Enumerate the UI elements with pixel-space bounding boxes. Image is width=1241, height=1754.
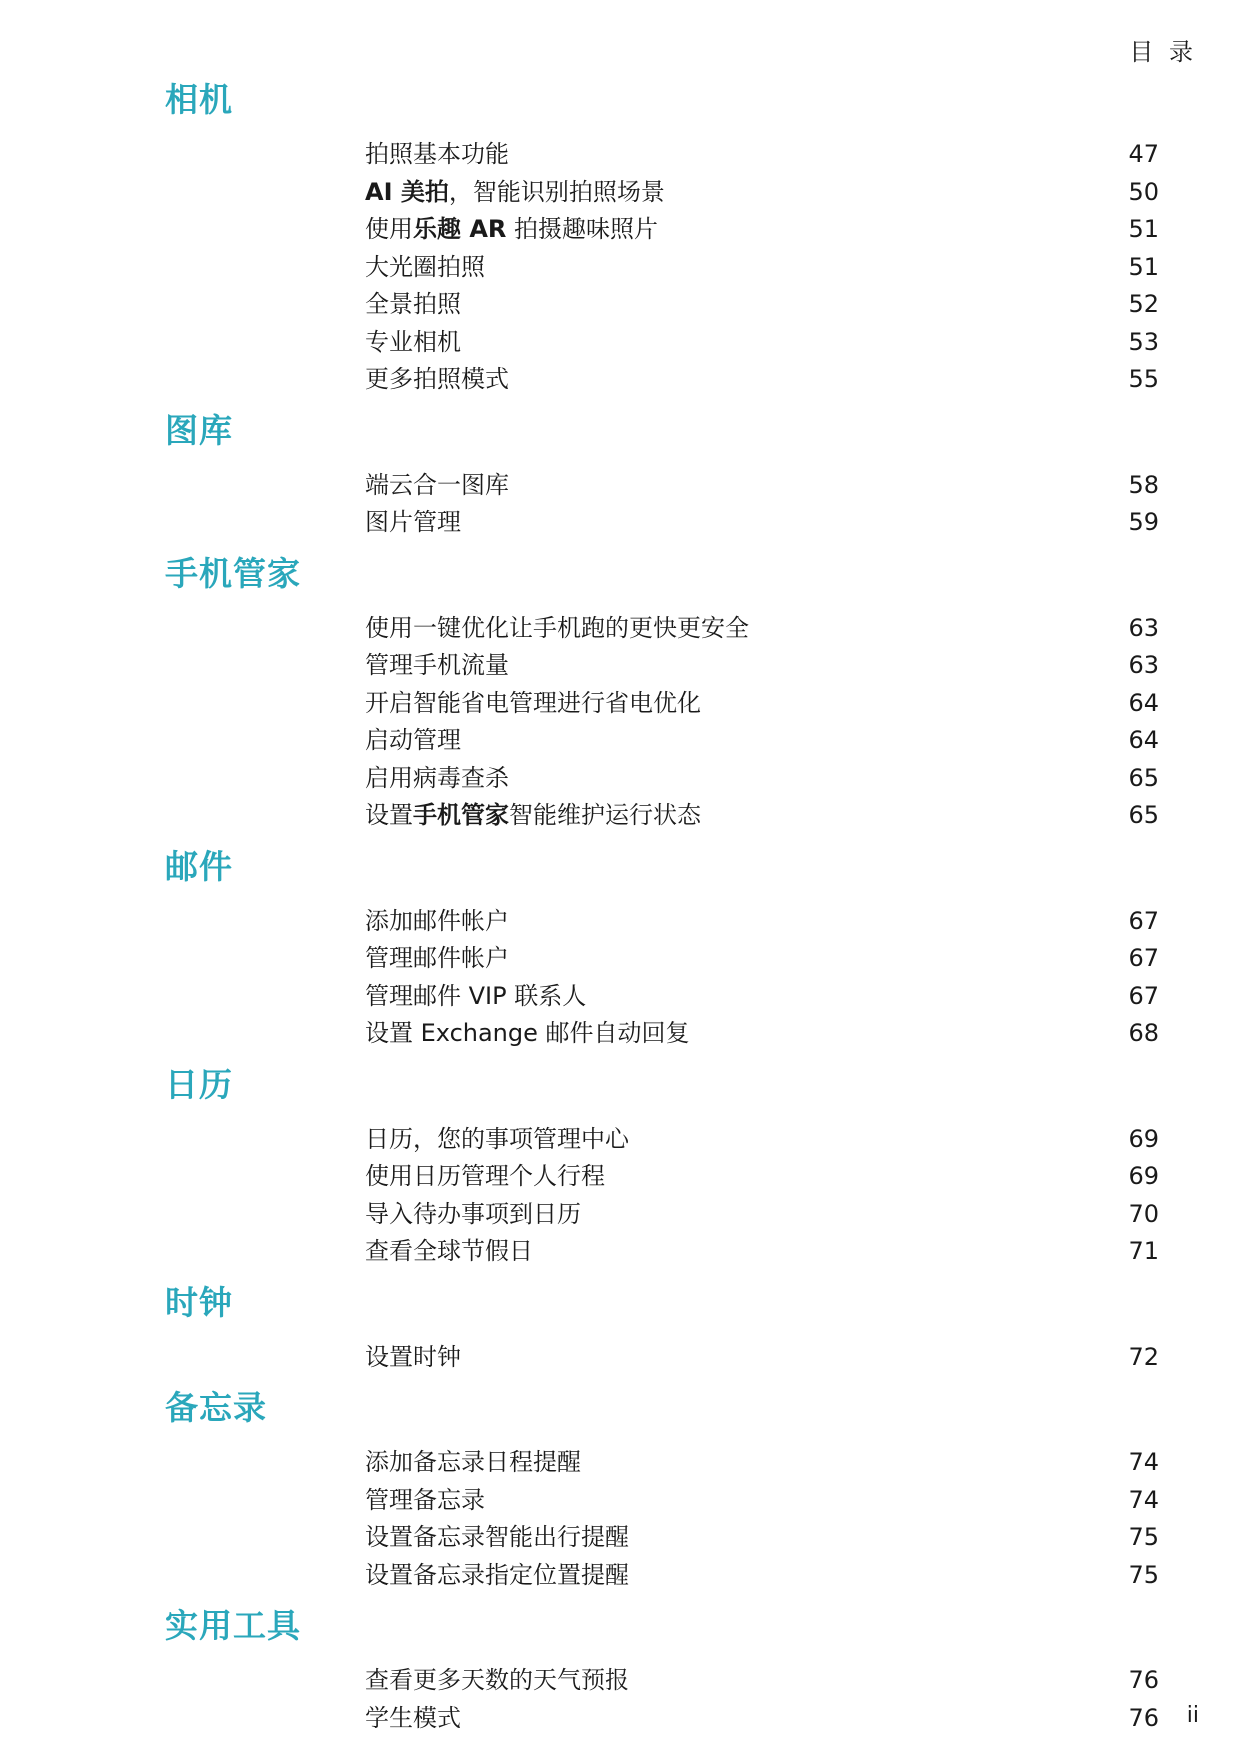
toc-entry[interactable] (0, 1158, 1241, 1196)
entry-title-part: 智能维护运行状态 (509, 801, 701, 829)
entry-page-number[interactable]: 74 (1128, 1448, 1159, 1476)
entry-title[interactable] (365, 504, 461, 542)
toc-entry[interactable] (0, 1700, 1241, 1738)
entry-page-number[interactable]: 65 (1128, 763, 1159, 792)
entry-title[interactable] (365, 1121, 629, 1159)
entry-list (0, 1335, 1241, 1377)
entry-title-part: 查看全球节假日 (365, 1237, 533, 1265)
entry-title-bold-part: 手机管家 (413, 801, 509, 829)
toc-entry[interactable] (0, 1662, 1241, 1700)
toc-entry[interactable] (0, 136, 1241, 174)
entry-title[interactable] (365, 249, 485, 287)
toc-entry[interactable] (0, 685, 1241, 723)
entry-list (0, 1440, 1241, 1594)
entry-page-number[interactable]: 67 (1128, 981, 1159, 1010)
entry-title-part: 图片管理 (365, 508, 461, 536)
entry-title[interactable] (365, 903, 509, 941)
entry-title[interactable] (365, 286, 461, 324)
entry-page-number[interactable]: 71 (1128, 1237, 1159, 1265)
entry-title-part: 添加备忘录日程提醒 (365, 1448, 581, 1476)
entry-title-part: 启动管理 (365, 726, 461, 754)
entry-page-number[interactable]: 50 (1128, 177, 1159, 206)
entry-title[interactable] (365, 467, 509, 505)
toc-section (0, 1376, 1241, 1594)
page-number: ii (1186, 1703, 1199, 1728)
toc-header: 目 录 (1129, 38, 1197, 66)
entry-title-part: 更多拍照模式 (365, 365, 509, 393)
entry-title-part: 使用日历管理个人行程 (365, 1162, 605, 1190)
entry-page-number[interactable]: 72 (1128, 1342, 1159, 1371)
entry-page-number[interactable]: 69 (1128, 1124, 1159, 1153)
entry-title[interactable] (365, 797, 701, 835)
toc-entry[interactable] (0, 1233, 1241, 1271)
entry-title[interactable] (365, 940, 509, 978)
entry-title[interactable] (365, 760, 509, 798)
entry-list (0, 606, 1241, 835)
toc-entry[interactable] (0, 1121, 1241, 1159)
section-title[interactable]: 备忘录 (165, 1388, 267, 1427)
entry-title-part: 查看更多天数的天气预报 (365, 1666, 629, 1694)
entry-page-number[interactable]: 64 (1128, 726, 1159, 754)
entry-title-part: 设置备忘录智能出行提醒 (365, 1523, 629, 1551)
entry-title-part: 导入待办事项到日历 (365, 1199, 581, 1228)
toc-entry[interactable] (0, 940, 1241, 978)
toc-entry[interactable] (0, 1196, 1241, 1234)
toc-entry[interactable] (0, 1519, 1241, 1557)
entry-list (0, 1117, 1241, 1271)
section-title[interactable]: 手机管家 (165, 553, 301, 593)
entry-page-number[interactable]: 67 (1128, 944, 1159, 972)
entry-title[interactable] (365, 1339, 461, 1377)
entry-title[interactable] (365, 1233, 533, 1271)
table-of-contents (0, 68, 1241, 1737)
toc-section (0, 68, 1241, 399)
entry-title[interactable] (365, 978, 586, 1016)
entry-page-number[interactable]: 75 (1128, 1560, 1159, 1589)
toc-entry[interactable] (0, 361, 1241, 399)
entry-page-number[interactable]: 53 (1128, 327, 1159, 356)
entry-title[interactable] (365, 1015, 690, 1053)
entry-page-number[interactable]: 74 (1128, 1485, 1159, 1514)
entry-list (0, 132, 1241, 399)
entry-title[interactable] (365, 324, 461, 362)
toc-entry[interactable] (0, 797, 1241, 835)
entry-page-number[interactable]: 76 (1128, 1703, 1159, 1732)
entry-title-part: ，智能识别拍照场景 (448, 177, 665, 206)
toc-entry[interactable] (0, 1444, 1241, 1482)
entry-title[interactable] (365, 1158, 605, 1196)
entry-title-part: 拍摄趣味照片 (506, 215, 659, 243)
entry-title-bold-part: AI 美拍 (365, 177, 449, 206)
toc-entry[interactable] (0, 174, 1241, 212)
entry-title[interactable] (365, 610, 749, 648)
entry-page-number[interactable]: 76 (1128, 1666, 1159, 1694)
toc-entry[interactable] (0, 286, 1241, 324)
entry-list (0, 899, 1241, 1053)
entry-title-part: 设置 (365, 801, 413, 829)
entry-title[interactable] (365, 685, 701, 723)
entry-page-number[interactable]: 65 (1128, 801, 1159, 829)
entry-title[interactable] (365, 211, 658, 249)
toc-entry[interactable] (0, 467, 1241, 505)
toc-entry[interactable] (0, 1339, 1241, 1377)
entry-title[interactable] (365, 136, 509, 174)
entry-title-part: 拍照基本功能 (365, 140, 509, 168)
entry-page-number[interactable]: 59 (1128, 508, 1159, 536)
entry-title-part: 使用一键优化让手机跑的更快更安全 (365, 613, 749, 642)
toc-entry[interactable] (0, 903, 1241, 941)
entry-page-number[interactable]: 69 (1128, 1162, 1159, 1190)
toc-section (0, 1594, 1241, 1737)
entry-title-part: 设置 Exchange 邮件自动回复 (365, 1019, 690, 1047)
entry-title-part: 设置时钟 (365, 1342, 461, 1371)
toc-entry[interactable] (0, 249, 1241, 287)
toc-entry[interactable] (0, 324, 1241, 362)
entry-page-number[interactable]: 51 (1128, 252, 1159, 281)
toc-entry[interactable] (0, 610, 1241, 648)
entry-page-number[interactable]: 68 (1128, 1019, 1159, 1047)
entry-title-part: 专业相机 (365, 327, 461, 356)
entry-page-number[interactable]: 47 (1128, 140, 1159, 168)
toc-section (0, 1053, 1241, 1271)
entry-title-part: 管理邮件帐户 (365, 944, 509, 972)
entry-title-part: 全景拍照 (365, 290, 461, 318)
entry-title[interactable] (365, 722, 461, 760)
section-title[interactable]: 图库 (165, 410, 233, 450)
entry-page-number[interactable]: 58 (1128, 470, 1159, 499)
toc-entry[interactable] (0, 1557, 1241, 1595)
entry-title-bold-part: 乐趣 AR (413, 215, 507, 243)
entry-title[interactable] (365, 647, 509, 685)
entry-title[interactable] (365, 1662, 629, 1700)
section-title[interactable]: 日历 (165, 1064, 233, 1104)
entry-list (0, 1658, 1241, 1737)
entry-title-part: 设置备忘录指定位置提醒 (365, 1560, 629, 1589)
entry-title-part: 使用 (365, 215, 413, 243)
toc-entry[interactable] (0, 978, 1241, 1016)
entry-list (0, 463, 1241, 542)
toc-section (0, 1271, 1241, 1377)
entry-title[interactable] (365, 1519, 629, 1557)
entry-page-number[interactable]: 70 (1128, 1199, 1159, 1228)
toc-entry[interactable] (0, 647, 1241, 685)
entry-page-number[interactable]: 52 (1128, 290, 1159, 318)
entry-page-number[interactable]: 63 (1128, 613, 1159, 642)
section-title[interactable]: 时钟 (165, 1282, 233, 1322)
entry-title-part: 日历，您的事项管理中心 (365, 1124, 629, 1153)
entry-title-part: 启用病毒查杀 (365, 763, 509, 792)
entry-title-part: 端云合一图库 (365, 470, 509, 499)
toc-entry[interactable] (0, 211, 1241, 249)
entry-title-part: 添加邮件帐户 (365, 906, 509, 935)
entry-title-part: 学生模式 (365, 1703, 461, 1732)
entry-page-number[interactable]: 55 (1128, 365, 1159, 393)
entry-title[interactable] (365, 1557, 629, 1595)
entry-page-number[interactable]: 75 (1128, 1523, 1159, 1551)
toc-entry[interactable] (0, 1482, 1241, 1520)
entry-title[interactable] (365, 361, 509, 399)
entry-title-part: 大光圈拍照 (365, 252, 485, 281)
toc-section (0, 835, 1241, 1053)
toc-entry[interactable] (0, 722, 1241, 760)
entry-title-part: 管理手机流量 (365, 651, 509, 679)
entry-title-part: 管理备忘录 (365, 1485, 485, 1514)
toc-section (0, 399, 1241, 542)
toc-entry[interactable] (0, 760, 1241, 798)
entry-page-number[interactable]: 67 (1128, 906, 1159, 935)
entry-title[interactable] (365, 174, 665, 212)
toc-section (0, 542, 1241, 835)
entry-title-part: 开启智能省电管理进行省电优化 (365, 688, 701, 717)
entry-title-part: 管理邮件 VIP 联系人 (365, 981, 587, 1010)
section-title[interactable]: 邮件 (165, 846, 233, 886)
entry-title[interactable] (365, 1482, 485, 1520)
toc-entry[interactable] (0, 1015, 1241, 1053)
section-title[interactable]: 相机 (165, 80, 233, 119)
entry-page-number[interactable]: 63 (1128, 651, 1159, 679)
toc-entry[interactable] (0, 504, 1241, 542)
entry-page-number[interactable]: 64 (1128, 688, 1159, 717)
entry-title[interactable] (365, 1444, 581, 1482)
entry-page-number[interactable]: 51 (1128, 215, 1159, 243)
entry-title[interactable] (365, 1196, 581, 1234)
entry-title[interactable] (365, 1700, 461, 1738)
section-title[interactable]: 实用工具 (165, 1606, 301, 1645)
